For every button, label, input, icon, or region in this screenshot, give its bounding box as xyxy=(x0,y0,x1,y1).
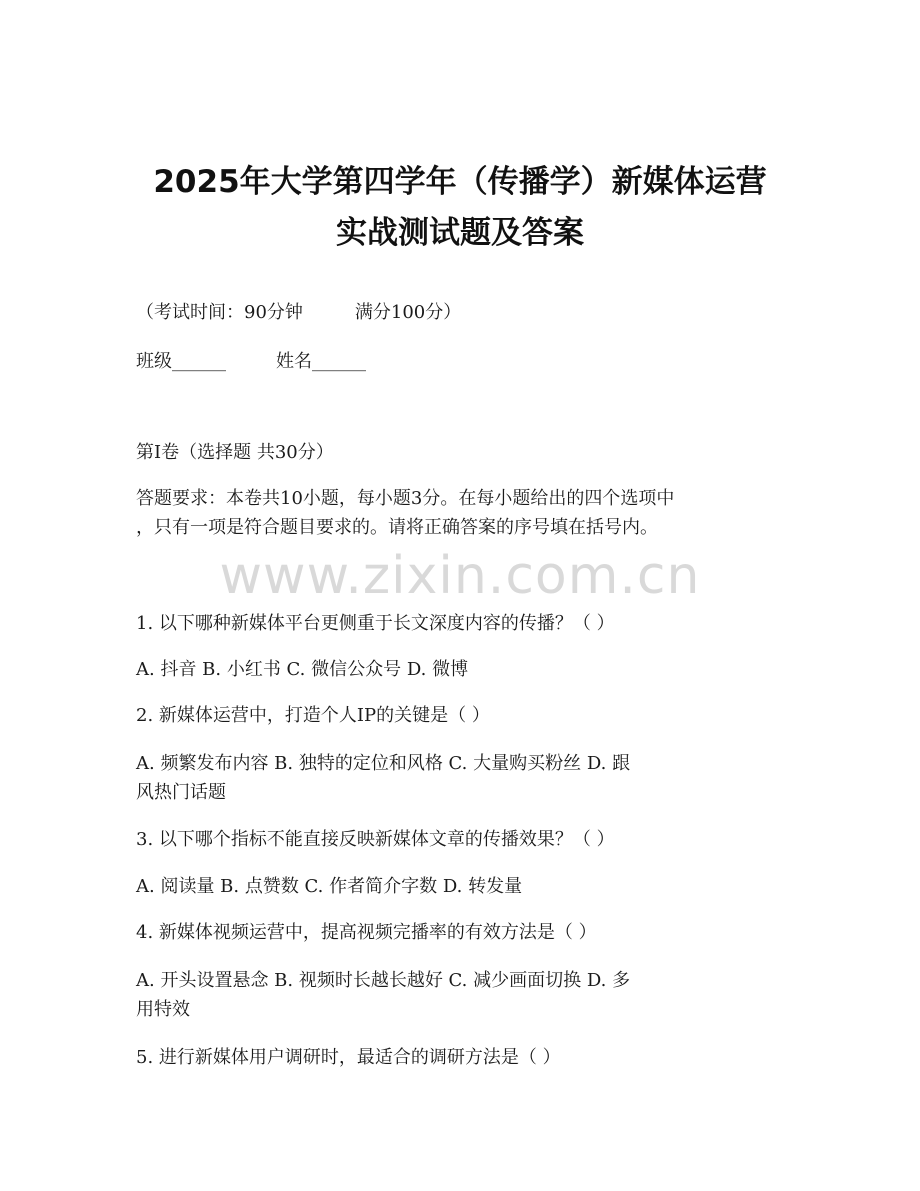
question-2-options-line-1: A. 频繁发布内容 B. 独特的定位和风格 C. 大量购买粉丝 D. 跟 xyxy=(136,753,631,774)
section-heading: 第I卷（选择题 共30分） xyxy=(136,442,334,463)
question-1-options: A. 抖音 B. 小红书 C. 微信公众号 D. 微博 xyxy=(136,659,469,680)
question-4-options-line-1: A. 开头设置悬念 B. 视频时长越长越好 C. 减少画面切换 D. 多 xyxy=(136,970,631,991)
question-3-stem: 3. 以下哪个指标不能直接反映新媒体文章的传播效果？（ ） xyxy=(136,829,615,850)
watermark: www.zixin.com.cn xyxy=(219,546,701,606)
question-4-stem: 4. 新媒体视频运营中，提高视频完播率的有效方法是（ ） xyxy=(136,922,597,943)
question-1-stem: 1. 以下哪种新媒体平台更侧重于长文深度内容的传播？（ ） xyxy=(136,613,615,634)
name-field: 姓名______ xyxy=(276,351,366,372)
question-3-options: A. 阅读量 B. 点赞数 C. 作者简介字数 D. 转发量 xyxy=(136,876,523,897)
instructions-line-1: 答题要求：本卷共10小题，每小题3分。在每小题给出的四个选项中 xyxy=(136,488,675,509)
section-instructions xyxy=(136,484,796,542)
question-2-options-line-2: 风热门话题 xyxy=(136,782,226,803)
title-line-2: 实战测试题及答案 xyxy=(336,215,584,251)
exam-score: 满分100分） xyxy=(354,302,462,323)
question-4-options xyxy=(136,966,796,1024)
instructions-line-2: ，只有一项是符合题目要求的。请将正确答案的序号填在括号内。 xyxy=(136,517,658,538)
question-5-stem: 5. 进行新媒体用户调研时，最适合的调研方法是（ ） xyxy=(136,1047,561,1068)
class-field: 班级______ xyxy=(136,351,226,372)
question-2-options xyxy=(136,749,796,807)
title-line-1: 2025年大学第四学年（传播学）新媒体运营 xyxy=(153,164,767,200)
exam-time: （考试时间：90分钟 xyxy=(136,302,303,323)
exam-info xyxy=(136,299,461,327)
question-4-options-line-2: 用特效 xyxy=(136,999,190,1020)
student-info xyxy=(136,348,366,376)
question-2-stem: 2. 新媒体运营中，打造个人IP的关键是（ ） xyxy=(136,705,490,726)
